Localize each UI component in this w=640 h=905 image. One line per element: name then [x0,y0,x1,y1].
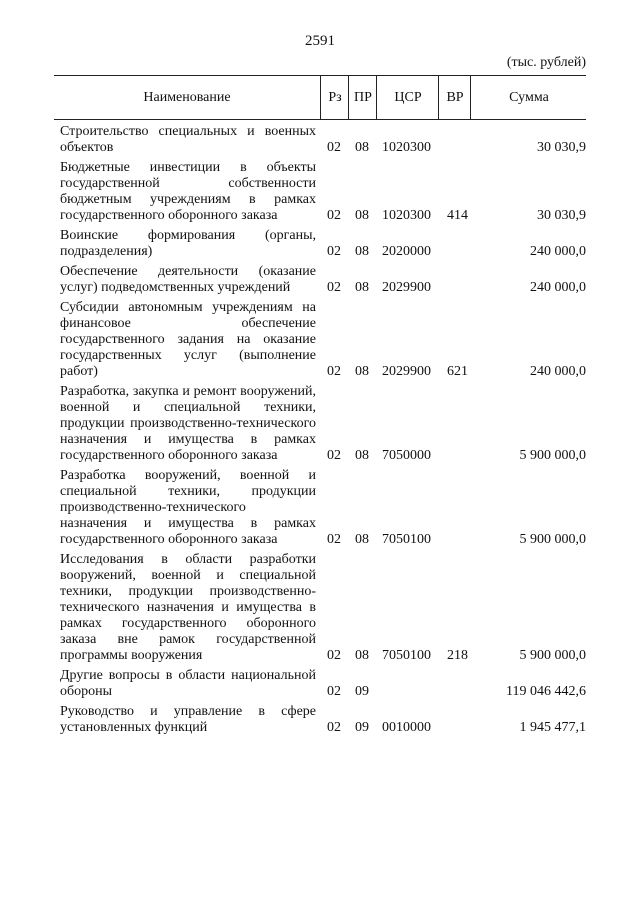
row-rz: 02 [327,140,341,155]
row-name: Разработка, закупка и ремонт вооружений, военной и специальной техники, продукции производственно-технического назначения и имущества в рамках государственного оборонного заказа [60,384,316,463]
row-csr: 2029900 [382,280,431,295]
row-pr: 08 [355,448,369,463]
table-row [60,300,586,380]
header-sum: Сумма [470,76,587,119]
row-sum: 5 900 000,0 [519,532,586,547]
table-row [60,384,586,464]
table-row [60,704,586,736]
row-name: Исследования в области разработки вооружений, военной и специальной техники, продукции производственно-технического назначения и имущества в рамках государственного оборонного заказа вне рамок государственной программы вооружения [60,552,316,663]
row-sum: 5 900 000,0 [519,648,586,663]
table-row [60,552,586,664]
header-rz: Рз [320,76,349,119]
row-csr: 2029900 [382,364,431,379]
row-csr: 7050100 [382,648,431,663]
table-body [60,124,586,740]
row-csr: 7050100 [382,532,431,547]
row-sum: 5 900 000,0 [519,448,586,463]
row-pr: 08 [355,140,369,155]
row-rz: 02 [327,208,341,223]
header-name: Наименование [143,90,231,105]
row-sum: 119 046 442,6 [506,684,586,699]
row-rz: 02 [327,244,341,259]
row-rz: 02 [327,532,341,547]
table-row [60,228,586,260]
header-vr: ВР [438,76,471,119]
header-csr: ЦСР [376,76,439,119]
row-rz: 02 [327,280,341,295]
row-name: Воинские формирования (органы, подразделения) [60,228,316,259]
row-sum: 30 030,9 [537,208,586,223]
row-csr: 1020300 [382,140,431,155]
header-pr: ПР [348,76,377,119]
row-vr: 218 [447,648,468,663]
row-name: Руководство и управление в сфере установленных функций [60,704,316,735]
row-pr: 08 [355,532,369,547]
row-pr: 08 [355,364,369,379]
row-pr: 08 [355,244,369,259]
row-pr: 09 [355,684,369,699]
row-rz: 02 [327,364,341,379]
row-pr: 08 [355,208,369,223]
row-pr: 08 [355,648,369,663]
row-rz: 02 [327,720,341,735]
row-sum: 1 945 477,1 [519,720,586,735]
row-pr: 08 [355,280,369,295]
units-label: (тыс. рублей) [506,55,586,70]
row-name: Бюджетные инвестиции в объекты государственной собственности бюджетным учреждениям в рамках государственного оборонного заказа [60,160,316,223]
row-vr: 414 [447,208,468,223]
row-csr: 1020300 [382,208,431,223]
table-row [60,124,586,156]
row-name: Субсидии автономным учреждениям на финансовое обеспечение государственного задания на оказание государственных услуг (выполнение работ) [60,300,316,379]
table-row [60,264,586,296]
row-csr: 2020000 [382,244,431,259]
table-row [60,160,586,224]
row-rz: 02 [327,684,341,699]
table-row [60,468,586,548]
row-vr: 621 [447,364,468,379]
row-csr: 0010000 [382,720,431,735]
row-csr: 7050000 [382,448,431,463]
row-name: Разработка вооружений, военной и специальной техники, продукции производственно-технического назначения и имущества в рамках государственного оборонного заказа [60,468,316,547]
table-header [54,75,586,120]
row-rz: 02 [327,448,341,463]
row-name: Строительство специальных и военных объектов [60,124,316,155]
row-sum: 30 030,9 [537,140,586,155]
page-number: 2591 [305,33,335,49]
row-rz: 02 [327,648,341,663]
row-sum: 240 000,0 [530,364,586,379]
row-sum: 240 000,0 [530,280,586,295]
row-sum: 240 000,0 [530,244,586,259]
row-name: Другие вопросы в области национальной обороны [60,668,316,699]
row-name: Обеспечение деятельности (оказание услуг) подведомственных учреждений [60,264,316,295]
table-row [60,668,586,700]
row-pr: 09 [355,720,369,735]
